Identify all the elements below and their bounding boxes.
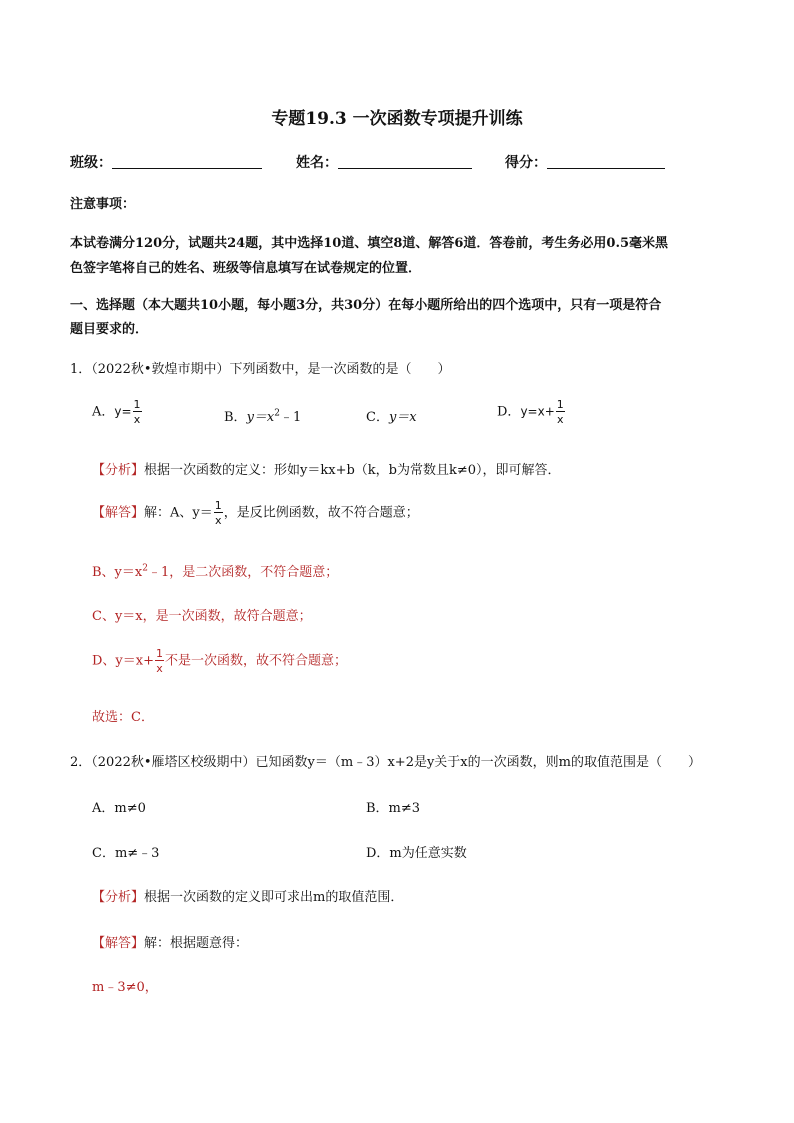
q1-option-c: C．y＝x [366, 410, 417, 425]
q2-option-b: B．m≠3 [366, 801, 421, 816]
fraction: $\frac{1}{x}$ [556, 398, 564, 426]
q1-answer-d: D、y＝x+ $\frac{1}{x}$ 不是一次函数，故不符合题意； [92, 647, 348, 675]
q2-option-d: D．m为任意实数 [366, 846, 467, 861]
q2-option-a: A．m≠0 [92, 801, 146, 816]
answer-label: 【解答】 [92, 505, 145, 521]
q1-answer-c: C、y＝x，是一次函数，故符合题意； [92, 609, 312, 624]
answer-label: 【解答】 [92, 936, 145, 951]
fraction: $\frac{1}{x}$ [214, 499, 222, 527]
page-title: 专题19.3 一次函数专项提升训练 [271, 109, 523, 129]
q2-option-c: C．m≠﹣3 [92, 846, 160, 861]
notice-label: 注意事项： [70, 197, 136, 212]
name-label: 姓名： [296, 155, 338, 171]
score-blank[interactable] [547, 154, 665, 169]
analysis-label: 【分析】 [92, 890, 145, 905]
section1-line-2: 题目要求的． [70, 322, 149, 337]
class-label: 班级： [70, 155, 112, 171]
q1-option-a: A．y= $\frac{1}{x}$ [92, 398, 141, 426]
section1-line-1: 一、选择题（本大题共10小题，每小题3分，共30分）在每小题所给出的四个选项中，只有一项是符合 [70, 298, 662, 313]
q2-answer: 【解答】解：根据题意得： [92, 936, 249, 951]
q2-step-1: m﹣3≠0， [92, 980, 158, 995]
class-blank[interactable] [112, 154, 262, 169]
notice-line-1: 本试卷满分120分，试题共24题，其中选择10道、填空8道、解答6道．答卷前，考生务必用0.5毫米黑 [70, 236, 669, 251]
fraction: $\frac{1}{x}$ [156, 647, 163, 675]
score-label: 得分： [505, 155, 547, 171]
name-field [296, 152, 472, 172]
name-blank[interactable] [338, 154, 472, 169]
class-field [70, 152, 262, 172]
fraction: $\frac{1}{x}$ [133, 398, 141, 426]
score-field [505, 152, 665, 172]
q1-option-d: D．y=x+ $\frac{1}{x}$ [497, 398, 564, 426]
q2-stem: 2．（2022秋•雁塔区校级期中）已知函数y＝（m﹣3）x+2是y关于x的一次函数，则m的取值范围是（ ） [70, 755, 701, 770]
q1-answer-a: 【解答】解：A、y＝ $\frac{1}{x}$ ，是反比例函数，故不符合题意； [92, 499, 419, 527]
q1-analysis: 【分析】根据一次函数的定义：形如y＝kx+b（k，b为常数且k≠0），即可解答． [92, 463, 561, 478]
q2-analysis: 【分析】根据一次函数的定义即可求出m的取值范围． [92, 890, 404, 905]
q1-answer-b: B、$y=x^2﹣1$，是二次函数，不符合题意； [92, 563, 339, 580]
notice-line-2: 色签字笔将自己的姓名、班级等信息填写在试卷规定的位置． [70, 261, 422, 276]
q1-choose: 故选：C． [92, 710, 154, 725]
q1-stem: 1．（2022秋•敦煌市期中）下列函数中，是一次函数的是（ ） [70, 362, 451, 377]
q1-option-b: B．$y=x^2﹣1$ [224, 408, 302, 425]
analysis-label: 【分析】 [92, 463, 145, 478]
